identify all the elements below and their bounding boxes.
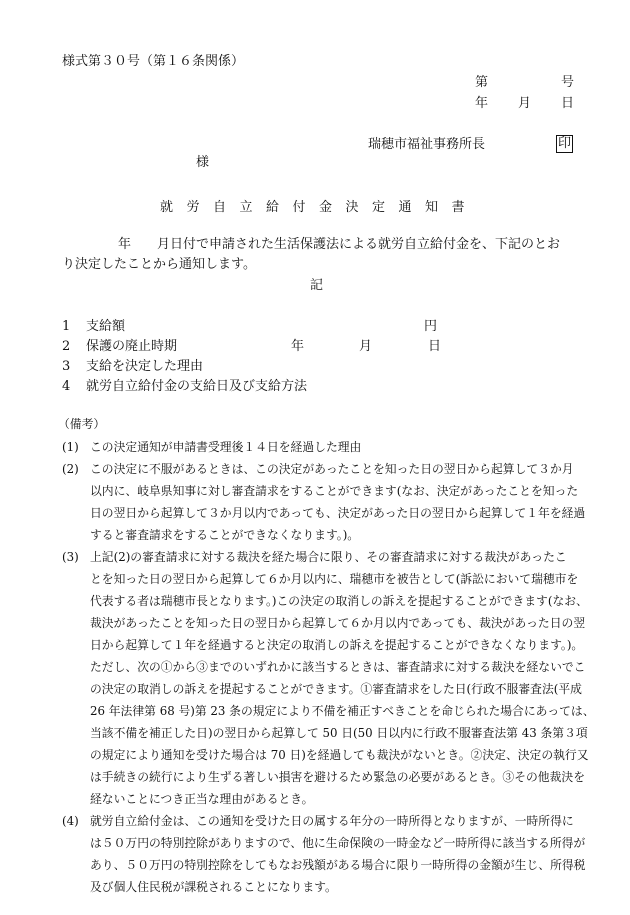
note-line: 上記(2)の審査請求に対する裁決を経た場合に限り、その審査請求に対する裁決があったこ — [90, 550, 567, 564]
note-number: (2) — [62, 462, 79, 476]
issuer-name: 瑞穂市福祉事務所長 — [368, 137, 486, 152]
item-year: 年 — [291, 339, 305, 354]
note-line: 当該不備を補正した日)の翌日から起算して 50 日(50 日以内に行政不服審査法第 43 条第３項 — [90, 726, 588, 740]
item-number: 3 — [62, 359, 71, 374]
note-line: 日の翌日から起算して３か月以内であっても、決定があった日の翌日から起算して１年を経過 — [90, 506, 586, 520]
notes-list — [62, 436, 595, 898]
ki-marker: 記 — [310, 278, 324, 293]
form-label: 様式第３０号（第１６条関係） — [62, 54, 245, 69]
notes-heading: （備考） — [58, 417, 106, 431]
date-year: 年 — [475, 96, 489, 111]
note-entry — [62, 546, 595, 810]
note-entry — [62, 436, 582, 458]
note-line: は５０万円の特別控除がありますので、他に生命保険の一時金など一時所得に該当する所得が — [90, 836, 586, 850]
note-line: あり、５０万円の特別控除をしてもなお残額がある場合に限り一時所得の金額が生じ、所得税 — [90, 858, 586, 872]
item-number: 2 — [62, 339, 71, 354]
note-line: 以内に、岐阜県知事に対し審査請求をすることができます(なお、決定があったことを知った — [90, 484, 579, 498]
item-day: 日 — [428, 339, 442, 354]
note-line: すると審査請求をすることができなくなります。)。 — [90, 528, 360, 542]
list-item — [62, 338, 177, 356]
note-line: 裁決があったことを知った日の翌日から起算して６か月以内であっても、裁決があった日の翌 — [90, 616, 586, 630]
list-item — [62, 318, 125, 336]
note-line: の決定の取消しの訴えを提起することができます。①審査請求をした日(行政不服審査法(平成 — [90, 682, 582, 696]
document-number-prefix: 第 — [475, 75, 489, 90]
item-number: 1 — [62, 319, 71, 334]
intro-line2: り決定したことから通知します。 — [62, 257, 256, 272]
seal-mark: 印 — [558, 136, 572, 151]
note-line: 就労自立給付金は、この通知を受けた日の属する年分の一時所得となりますが、一時所得に — [90, 814, 574, 828]
note-line: 及び個人住民税が課税されることになります。 — [90, 880, 337, 894]
intro-year: 年 — [118, 237, 132, 252]
note-line: の規定により通知を受けた場合は 70 日)を経過しても裁決がないとき。②決定、決定の執行又 — [90, 748, 589, 762]
note-entry — [62, 810, 586, 898]
item-unit-yen: 円 — [424, 319, 438, 334]
note-number: (4) — [62, 814, 79, 828]
document-number-suffix: 号 — [561, 75, 575, 90]
note-number: (3) — [62, 550, 79, 564]
item-month: 月 — [359, 339, 373, 354]
note-number: (1) — [62, 440, 79, 454]
page-title: 就労自立給付金決定通知書 — [160, 200, 479, 215]
note-line: 26 年法律第 68 号)第 23 条の規定により不備を補正すべきことを命じられた場合にあっては、 — [90, 704, 595, 718]
intro-line1: 月日付で申請された生活保護法による就労自立給付金を、下記のとお — [157, 237, 561, 252]
addressee-honorific: 様 — [196, 155, 210, 170]
note-line: この決定通知が申請書受理後１４日を経過した理由 — [90, 440, 362, 454]
note-line: この決定に不服があるときは、この決定があったことを知った日の翌日から起算して３か月 — [90, 462, 574, 476]
note-line: は手続きの続行により生ずる著しい損害を避けるため緊急の必要があるとき。③その他裁決を — [90, 770, 585, 784]
date-day: 日 — [561, 96, 575, 111]
note-line: とを知った日の翌日から起算して６か月以内に、瑞穂市を被告として(訴訟において瑞穂市を — [90, 572, 579, 586]
item-label: 保護の廃止時期 — [86, 339, 178, 354]
item-number: 4 — [62, 379, 71, 394]
date-month: 月 — [518, 96, 532, 111]
item-label: 就労自立給付金の支給日及び支給方法 — [86, 379, 308, 394]
list-item — [62, 358, 203, 376]
note-line: 日から起算して１年を経過すると決定の取消しの訴えを提起することができなくなります。)。 — [90, 638, 584, 652]
note-line: 代表する者は瑞穂市長となります。)この決定の取消しの訴えを提起することができます(なお、 — [90, 594, 588, 608]
list-item — [62, 378, 307, 396]
item-label: 支給を決定した理由 — [86, 359, 204, 374]
item-label: 支給額 — [86, 319, 126, 334]
note-line: 経ないことにつき正当な理由があるとき。 — [90, 792, 314, 806]
note-entry — [62, 458, 586, 546]
note-line: ただし、次の①から③までのいずれかに該当するときは、審査請求に対する裁決を経ないでこ — [90, 660, 586, 674]
